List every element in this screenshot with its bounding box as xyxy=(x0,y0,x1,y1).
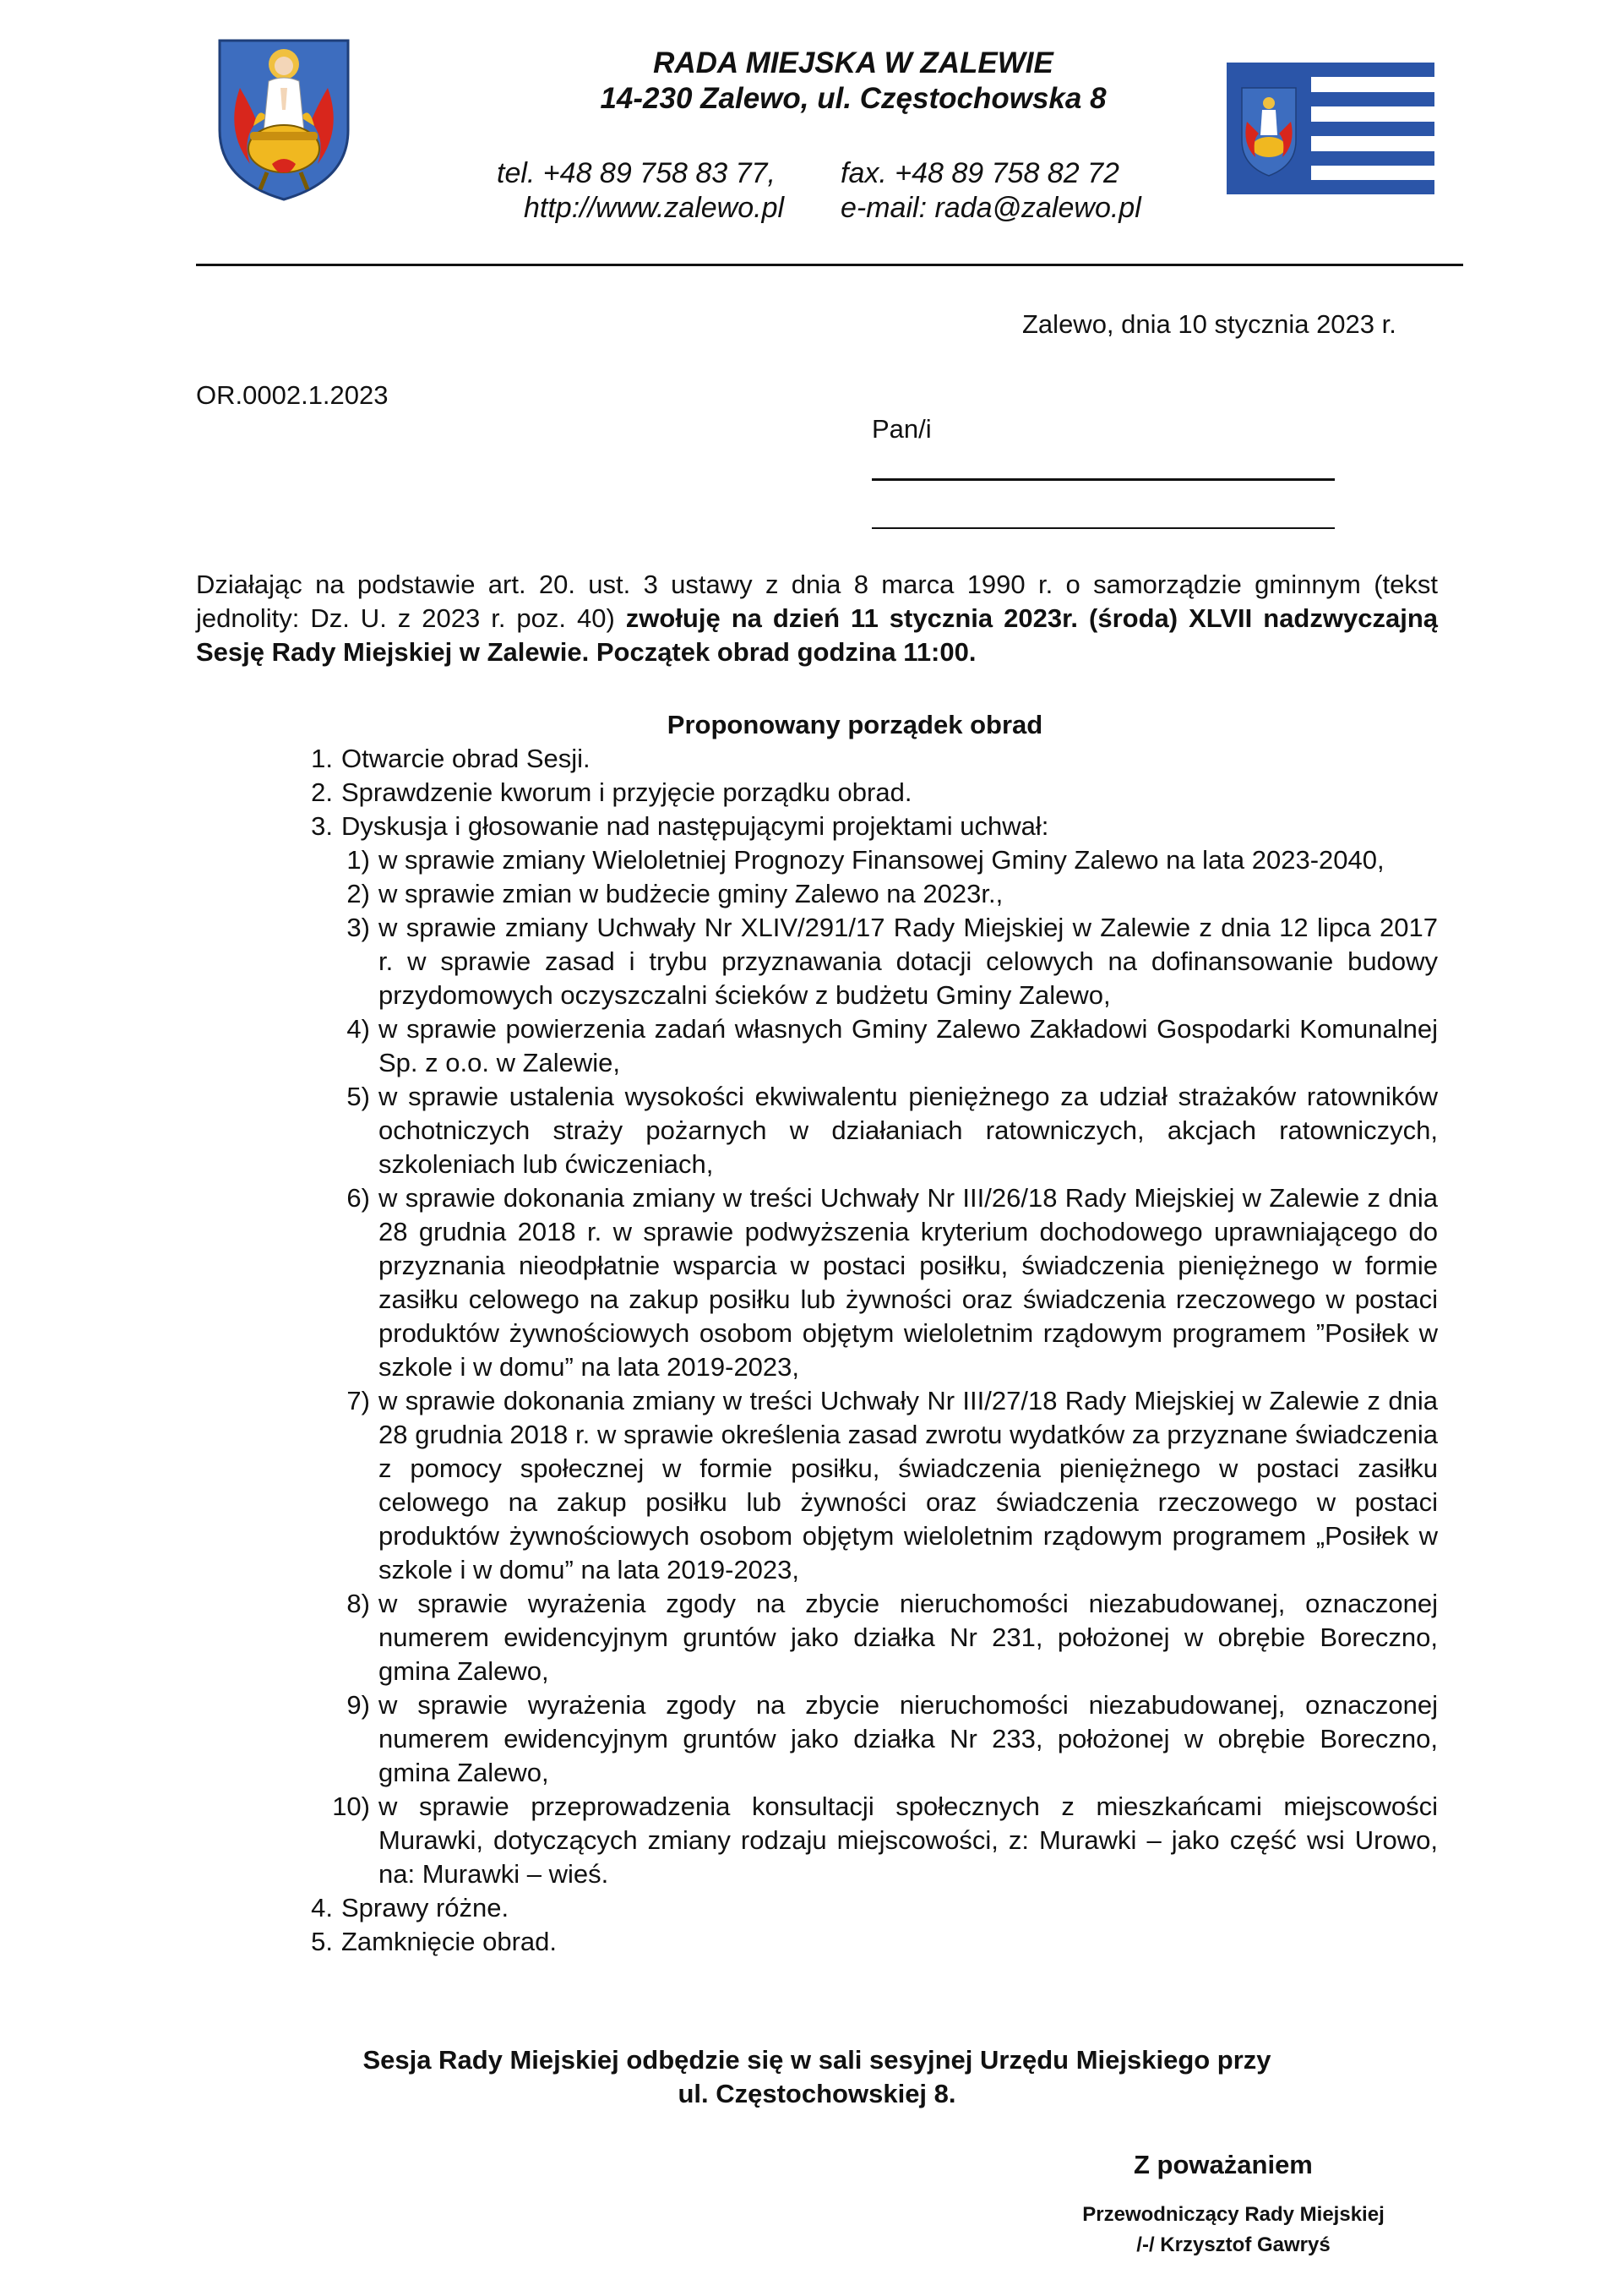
resolution-item xyxy=(196,1587,1438,1688)
resolution-item xyxy=(196,911,1438,1012)
item-number: 2. xyxy=(311,777,333,807)
item-number: 4) xyxy=(346,1014,370,1044)
resolution-item xyxy=(196,843,1438,877)
item-text: Otwarcie obrad Sesji. xyxy=(341,744,591,773)
item-text: Dyskusja i głosowanie nad następującymi projektami uchwał: xyxy=(341,811,1049,841)
closing-line: ul. Częstochowskiej 8. xyxy=(678,2079,956,2108)
addressee-label: Pan/i xyxy=(872,414,932,444)
item-number: 4. xyxy=(311,1893,333,1922)
item-text: w sprawie przeprowadzenia konsultacji społecznych z mieszkańcami miejscowości Murawki, dotyczących zmiany rodzaju miejscowości, z: Murawki – jako część wsi Urowo, na: Murawki – wieś. xyxy=(378,1792,1438,1889)
agenda-item xyxy=(196,1891,1438,1925)
resolution-item xyxy=(196,1080,1438,1181)
item-text: Zamknięcie obrad. xyxy=(341,1927,558,1956)
item-text: w sprawie dokonania zmiany w treści Uchwały Nr III/26/18 Rady Miejskiej w Zalewie z dnia 28 grudnia 2018 r. w sprawie podwyższenia kryterium dochodowego uprawniającego do przyznania nieodpłatnie wsparcia w postaci posiłku, świadczenia pieniężnego w formie zasiłku celowego na zakup posiłku lub żywności oraz świadczenia rzeczowego w postaci produktów żywnościowych osobom objętym wieloletnim rządowym programem ”Posiłek w szkole i w domu” na lata 2019-2023, xyxy=(378,1183,1438,1382)
email-link[interactable]: e-mail: rada@zalewo.pl xyxy=(841,192,1141,224)
agenda-item xyxy=(196,1925,1438,1959)
closing-line: Sesja Rady Miejskiej odbędzie się w sali sesyjnej Urzędu Miejskiego przy xyxy=(362,2045,1271,2075)
resolution-item xyxy=(196,1384,1438,1587)
agenda-title: Proponowany porządek obrad xyxy=(667,710,1043,739)
resolution-item xyxy=(196,1181,1438,1384)
agenda-item xyxy=(196,810,1438,843)
item-number: 8) xyxy=(346,1589,370,1618)
item-number: 3. xyxy=(311,811,333,841)
item-number: 6) xyxy=(346,1183,370,1213)
phone-number: tel. +48 89 758 83 77, xyxy=(497,157,776,189)
signatory-name: /-/ Krzysztof Gawryś xyxy=(1136,2233,1331,2256)
signatory-role: Przewodniczący Rady Miejskiej xyxy=(1082,2203,1385,2226)
item-text: w sprawie wyrażenia zgody na zbycie nieruchomości niezabudowanej, oznaczonej numerem ewidencyjnym gruntów jako działka Nr 233, położonej w obrębie Boreczno, gmina Zalewo, xyxy=(378,1690,1438,1787)
council-address: 14-230 Zalewo, ul. Częstochowska 8 xyxy=(600,82,1107,115)
item-number: 3) xyxy=(346,913,370,942)
agenda-item xyxy=(196,776,1438,810)
coat-of-arms-icon xyxy=(216,37,351,203)
item-number: 5) xyxy=(346,1082,370,1111)
item-number: 5. xyxy=(311,1927,333,1956)
header-divider xyxy=(196,264,1463,266)
agenda-item xyxy=(196,742,1438,776)
item-text: w sprawie powierzenia zadań własnych Gminy Zalewo Zakładowi Gospodarki Komunalnej Sp. z o.o. w Zalewie, xyxy=(378,1014,1438,1077)
item-text: w sprawie wyrażenia zgody na zbycie nieruchomości niezabudowanej, oznaczonej numerem ewidencyjnym gruntów jako działka Nr 231, położonej w obrębie Boreczno, gmina Zalewo, xyxy=(378,1589,1438,1686)
item-number: 9) xyxy=(346,1690,370,1720)
intro-text: Działając na podstawie art. 20. ust. 3 ustawy z dnia 8 marca 1990 r. o samorządzie gminnym (tekst jednolity: Dz. U. z 2023 r. poz. 40) xyxy=(196,570,1438,633)
item-number: 10) xyxy=(332,1792,370,1821)
resolution-item xyxy=(196,1688,1438,1790)
item-number: 7) xyxy=(346,1386,370,1415)
item-text: w sprawie zmiany Uchwały Nr XLIV/291/17 Rady Miejskiej w Zalewie z dnia 12 lipca 2017 r. w sprawie zasad i trybu przyznawania dotacji celowych na dofinansowanie budowy przydomowych oczyszczalni ścieków z budżetu Gminy Zalewo, xyxy=(378,913,1438,1010)
session-location-note xyxy=(196,2043,1438,2111)
agenda-list xyxy=(196,742,1438,1959)
fax-number: fax. +48 89 758 82 72 xyxy=(841,157,1119,189)
item-number: 2) xyxy=(346,879,370,908)
item-text: w sprawie zmiany Wieloletniej Prognozy Finansowej Gminy Zalewo na lata 2023-2040, xyxy=(378,845,1385,875)
intro-bold-text: zwołuję na dzień 11 stycznia 2023r. (środa) XLVII nadzwyczajną Sesję Rady Miejskiej w Zalewie. Początek obrad godzina 11:00. xyxy=(196,603,1438,667)
reference-number: OR.0002.1.2023 xyxy=(196,380,389,410)
item-number: 1) xyxy=(346,845,370,875)
regards-text: Z poważaniem xyxy=(1134,2150,1313,2179)
resolution-item xyxy=(196,1790,1438,1891)
website-link[interactable]: http://www.zalewo.pl xyxy=(524,192,785,224)
item-text: Sprawdzenie kworum i przyjęcie porządku obrad. xyxy=(341,777,912,807)
flag-icon xyxy=(1227,63,1434,194)
item-number: 1. xyxy=(311,744,333,773)
council-name xyxy=(473,46,1233,117)
addressee-line xyxy=(872,478,1335,481)
resolution-item xyxy=(196,877,1438,911)
addressee-line xyxy=(872,527,1335,529)
item-text: Sprawy różne. xyxy=(341,1893,509,1922)
item-text: w sprawie dokonania zmiany w treści Uchwały Nr III/27/18 Rady Miejskiej w Zalewie z dnia 28 grudnia 2018 r. w sprawie określenia zasad zwrotu wydatków za przyznane świadczenia z pomocy społecznej w formie posiłku, świadczenia pieniężnego w postaci zasiłku celowego na zakup posiłku lub żywności oraz świadczenia rzeczowego w postaci produktów żywnościowych osobom objętym wieloletnim rządowym programem „Posiłek w szkole i w domu” na lata 2019-2023, xyxy=(378,1386,1438,1584)
item-text: w sprawie ustalenia wysokości ekwiwalentu pieniężnego za udział strażaków ratowników ochotniczych straży pożarnych w działaniach ratowniczych, akcjach ratowniczych, szkoleniach lub ćwiczeniach, xyxy=(378,1082,1438,1179)
letter-date: Zalewo, dnia 10 stycznia 2023 r. xyxy=(1022,309,1396,339)
intro-paragraph xyxy=(196,568,1438,669)
council-title: RADA MIEJSKA W ZALEWIE xyxy=(653,46,1053,79)
item-text: w sprawie zmian w budżecie gminy Zalewo na 2023r., xyxy=(378,879,1004,908)
resolution-item xyxy=(196,1012,1438,1080)
